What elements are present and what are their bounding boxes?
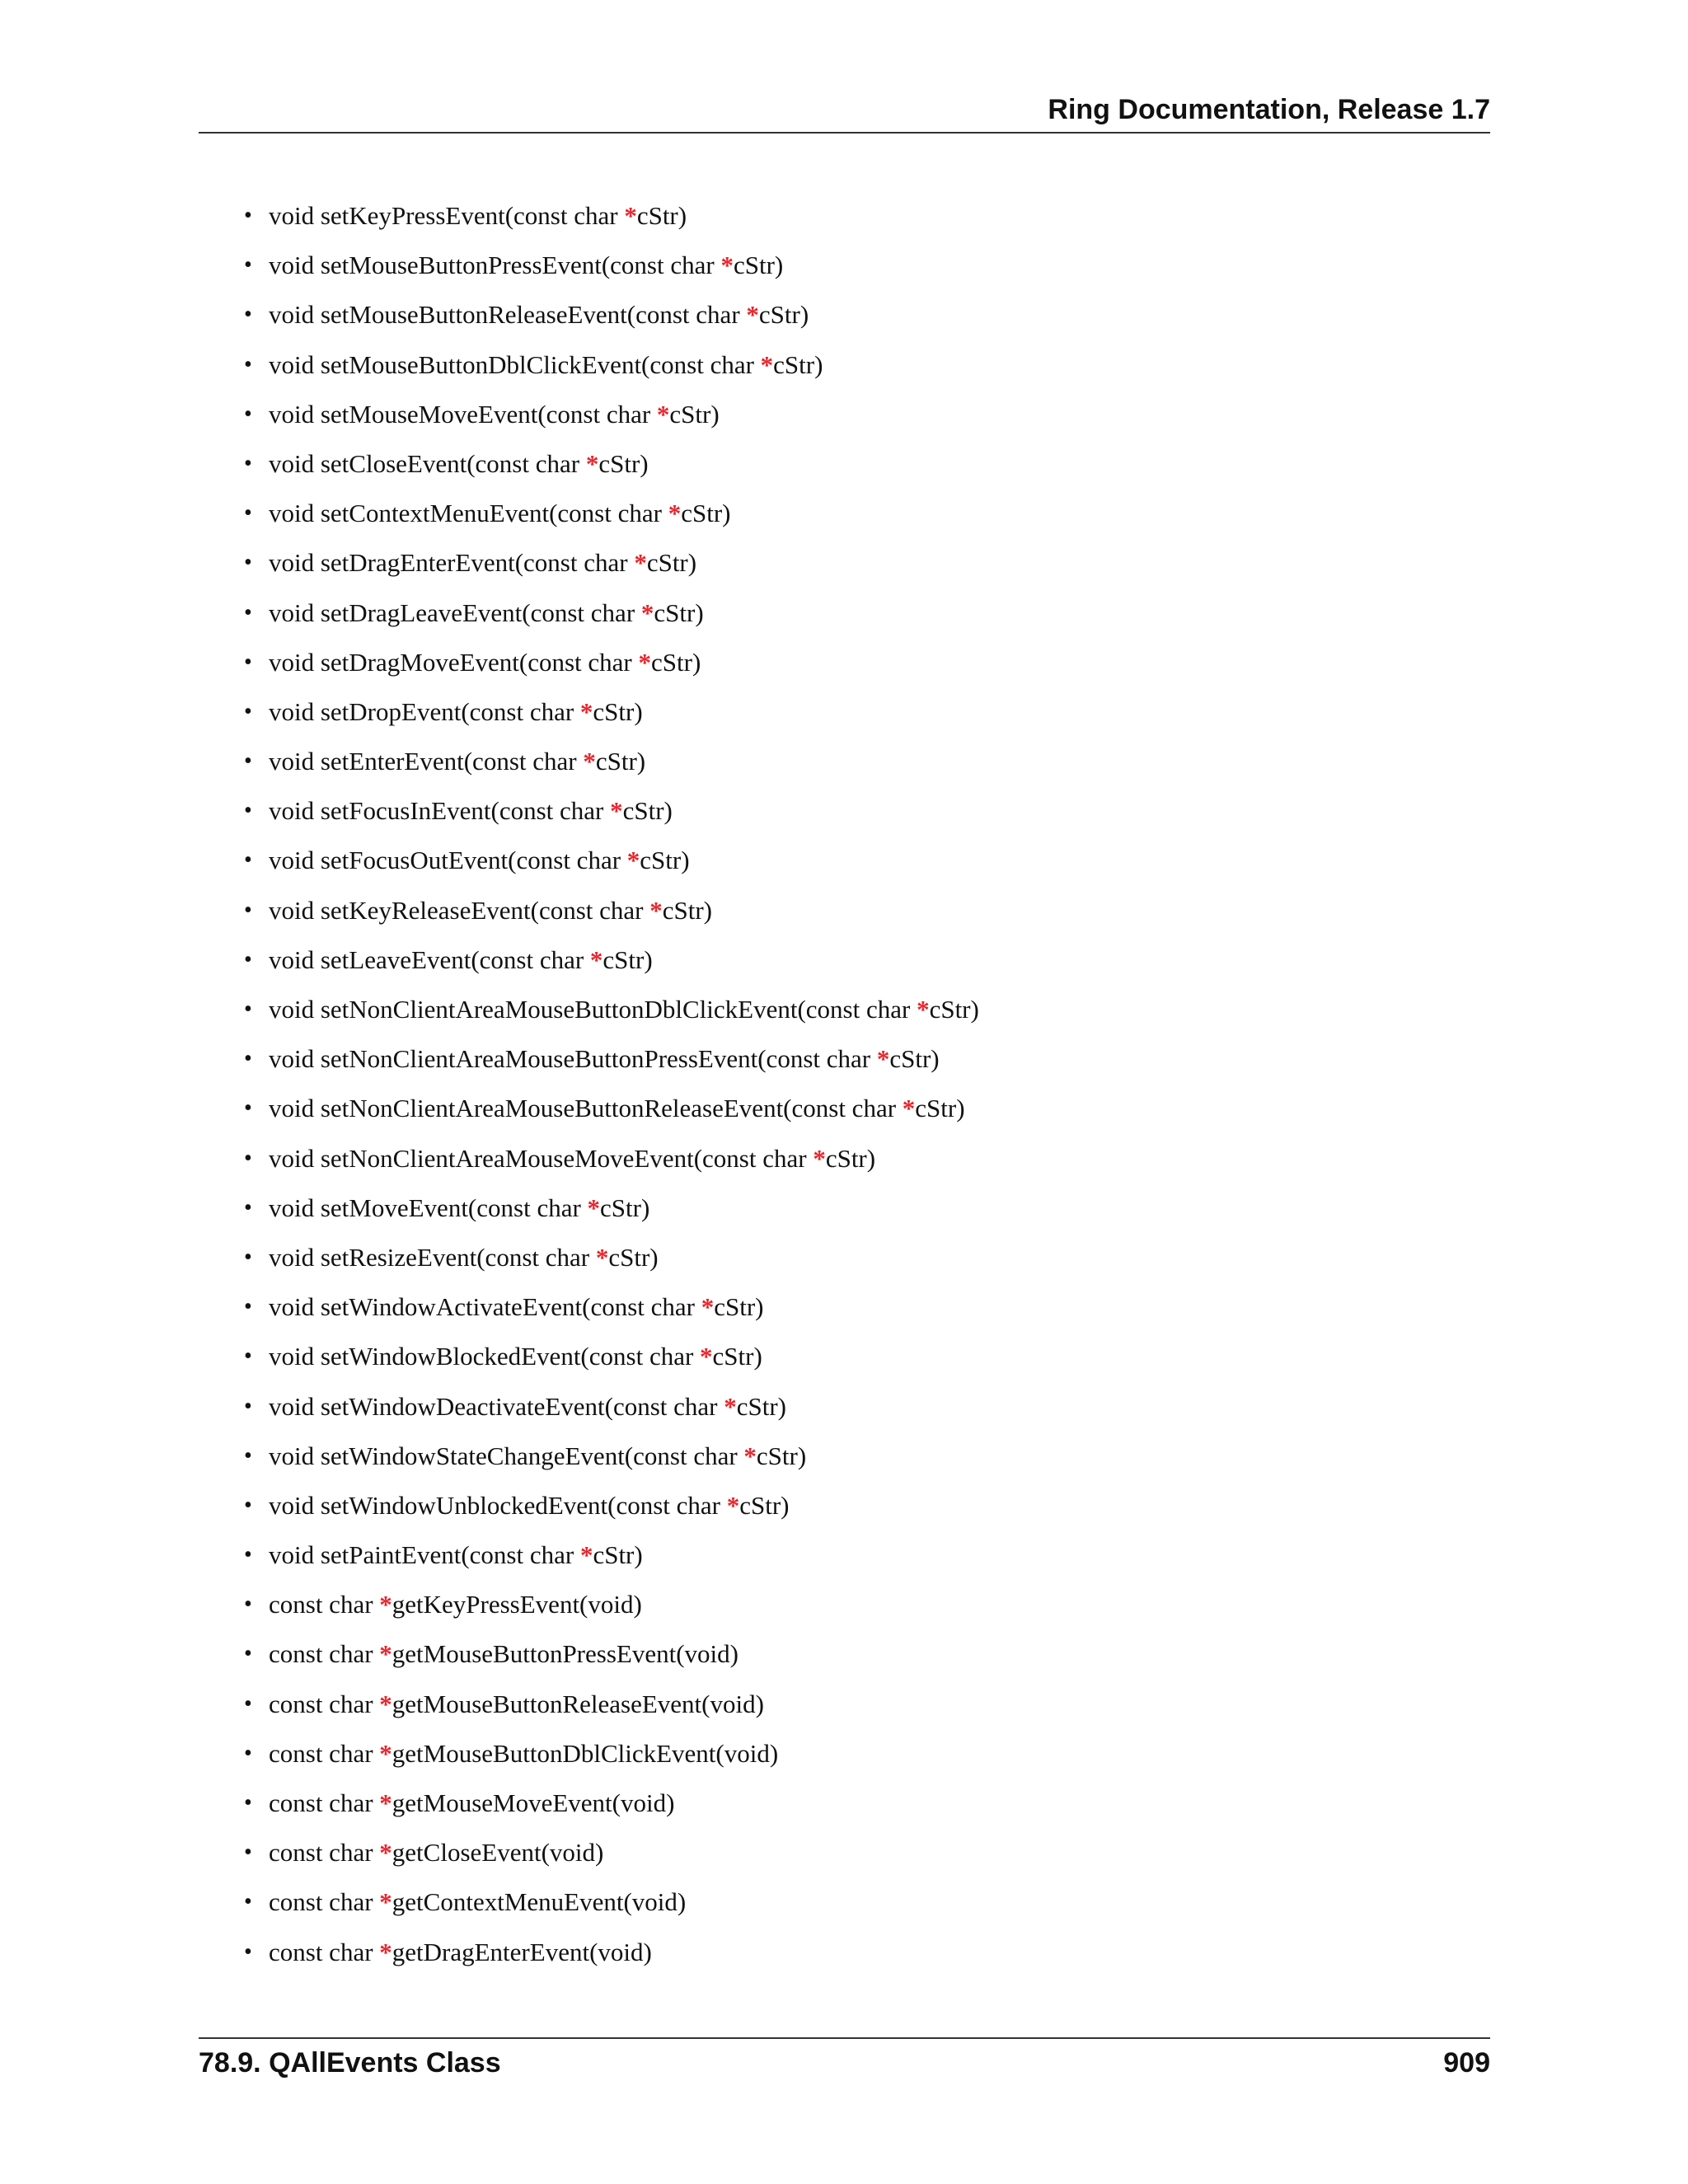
method-signature-end: cStr) xyxy=(773,349,823,379)
method-item xyxy=(244,839,979,888)
method-item xyxy=(244,244,979,293)
pointer-asterisk: * xyxy=(595,1242,609,1272)
method-signature-start: void setEnterEvent(const char xyxy=(269,747,584,776)
bullet-icon: • xyxy=(244,748,252,775)
bullet-icon: • xyxy=(244,698,252,724)
method-signature-start: void setWindowStateChangeEvent(const char xyxy=(269,1441,744,1470)
method-signature-end: cStr) xyxy=(733,251,784,280)
method-signature-start: const char xyxy=(269,1590,380,1619)
bullet-icon: • xyxy=(244,203,252,228)
pointer-asterisk: * xyxy=(379,1689,392,1718)
method-signature-start: void setFocusInEvent(const char xyxy=(269,796,611,826)
bullet-icon: • xyxy=(244,798,252,824)
method-item xyxy=(244,1484,979,1534)
method-signature-end: cStr) xyxy=(593,696,643,726)
pointer-asterisk: * xyxy=(379,1590,392,1619)
method-signature-start: void setMouseButtonPressEvent(const char xyxy=(269,251,721,280)
pointer-asterisk: * xyxy=(379,1887,392,1917)
method-signature-start: const char xyxy=(269,1887,380,1917)
pointer-asterisk: * xyxy=(379,1738,392,1768)
method-item xyxy=(244,194,979,244)
header-title: Ring Documentation, Release 1.7 xyxy=(1048,94,1490,125)
pointer-asterisk: * xyxy=(587,1193,601,1222)
pointer-asterisk: * xyxy=(668,499,682,528)
bullet-icon: • xyxy=(244,252,252,279)
method-item xyxy=(244,1881,979,1930)
bullet-icon: • xyxy=(244,897,252,923)
bullet-icon: • xyxy=(244,649,252,675)
bullet-icon: • xyxy=(244,1740,252,1766)
method-signature-start: void setNonClientAreaMouseButtonReleaseEvent(const char xyxy=(269,1094,903,1123)
method-signature-start: const char xyxy=(269,1689,380,1718)
bullet-icon: • xyxy=(244,1442,252,1469)
bullet-icon: • xyxy=(244,1790,252,1816)
pointer-asterisk: * xyxy=(379,1639,392,1669)
method-signature-start: void setFocusOutEvent(const char xyxy=(269,846,627,875)
method-signature-end: cStr) xyxy=(595,747,646,776)
method-signature-start: void setMouseButtonDblClickEvent(const char xyxy=(269,349,761,379)
method-signature-start: void setWindowActivateEvent(const char xyxy=(269,1292,701,1322)
bullet-icon: • xyxy=(244,1095,252,1122)
method-signature-start: void setMoveEvent(const char xyxy=(269,1193,588,1222)
method-signature-start: void setMouseMoveEvent(const char xyxy=(269,399,657,429)
bullet-icon: • xyxy=(244,302,252,328)
method-signature-start: void setContextMenuEvent(const char xyxy=(269,499,668,528)
method-signature-end: getMouseButtonDblClickEvent(void) xyxy=(392,1738,779,1768)
bullet-icon: • xyxy=(244,1938,252,1965)
method-item xyxy=(244,1831,979,1881)
method-signature-end: cStr) xyxy=(758,300,809,330)
method-signature-end: cStr) xyxy=(889,1044,940,1074)
pointer-asterisk: * xyxy=(379,1838,392,1868)
method-signature-end: cStr) xyxy=(598,448,649,478)
bullet-icon: • xyxy=(244,1889,252,1915)
method-list xyxy=(244,194,979,1980)
method-signature-end: cStr) xyxy=(608,1242,659,1272)
method-item xyxy=(244,1534,979,1583)
method-item xyxy=(244,1782,979,1831)
method-signature-end: cStr) xyxy=(681,499,731,528)
method-signature-end: cStr) xyxy=(622,796,673,826)
pointer-asterisk: * xyxy=(624,201,637,230)
pointer-asterisk: * xyxy=(917,995,930,1024)
bullet-icon: • xyxy=(244,1492,252,1518)
method-signature-end: cStr) xyxy=(603,944,653,974)
method-signature-start: void setDragEnterEvent(const char xyxy=(269,548,635,578)
method-signature-end: cStr) xyxy=(662,895,713,925)
method-item xyxy=(244,1236,979,1286)
method-item xyxy=(244,1385,979,1435)
pointer-asterisk: * xyxy=(656,399,670,429)
method-signature-start: void setKeyReleaseEvent(const char xyxy=(269,895,650,925)
pointer-asterisk: * xyxy=(720,251,734,280)
bullet-icon: • xyxy=(244,946,252,972)
bullet-icon: • xyxy=(244,500,252,527)
method-signature-start: void setDragLeaveEvent(const char xyxy=(269,598,641,627)
method-signature-end: cStr) xyxy=(756,1441,807,1470)
method-signature-start: void setKeyPressEvent(const char xyxy=(269,201,625,230)
method-item xyxy=(244,691,979,740)
pointer-asterisk: * xyxy=(579,1540,593,1570)
page-footer xyxy=(199,2037,1490,2088)
method-signature-start: void setWindowDeactivateEvent(const char xyxy=(269,1391,724,1421)
pointer-asterisk: * xyxy=(726,1490,740,1520)
method-item xyxy=(244,889,979,939)
method-signature-start: void setWindowUnblockedEvent(const char xyxy=(269,1490,727,1520)
bullet-icon: • xyxy=(244,1343,252,1370)
method-signature-start: void setMouseButtonReleaseEvent(const char xyxy=(269,300,747,330)
method-item xyxy=(244,1633,979,1682)
method-signature-end: getKeyPressEvent(void) xyxy=(392,1590,642,1619)
method-signature-end: cStr) xyxy=(640,846,690,875)
method-signature-end: cStr) xyxy=(654,598,704,627)
method-item xyxy=(244,790,979,839)
pointer-asterisk: * xyxy=(700,1342,713,1371)
method-signature-end: getMouseMoveEvent(void) xyxy=(392,1788,675,1817)
method-signature-end: cStr) xyxy=(646,548,697,578)
method-signature-start: void setWindowBlockedEvent(const char xyxy=(269,1342,701,1371)
method-signature-start: void setPaintEvent(const char xyxy=(269,1540,580,1570)
bullet-icon: • xyxy=(244,847,252,874)
method-signature-end: cStr) xyxy=(736,1391,787,1421)
bullet-icon: • xyxy=(244,1591,252,1618)
method-signature-end: cStr) xyxy=(714,1292,764,1322)
bullet-icon: • xyxy=(244,401,252,427)
pointer-asterisk: * xyxy=(649,895,663,925)
method-signature-start: void setNonClientAreaMouseMoveEvent(const char xyxy=(269,1143,814,1173)
pointer-asterisk: * xyxy=(902,1094,916,1123)
method-item xyxy=(244,939,979,988)
bullet-icon: • xyxy=(244,1393,252,1419)
method-item xyxy=(244,344,979,393)
method-item xyxy=(244,393,979,443)
method-item xyxy=(244,1038,979,1087)
method-signature-end: cStr) xyxy=(929,995,979,1024)
pointer-asterisk: * xyxy=(724,1391,737,1421)
method-signature-start: const char xyxy=(269,1738,380,1768)
method-item xyxy=(244,541,979,591)
method-signature-start: const char xyxy=(269,1639,380,1669)
bullet-icon: • xyxy=(244,1840,252,1866)
pointer-asterisk: * xyxy=(379,1788,392,1817)
bullet-icon: • xyxy=(244,599,252,626)
method-signature-end: getMouseButtonReleaseEvent(void) xyxy=(392,1689,764,1718)
method-signature-end: cStr) xyxy=(636,201,687,230)
footer-section-title: 78.9. QAllEvents Class xyxy=(199,2047,501,2079)
method-item xyxy=(244,1087,979,1137)
method-item xyxy=(244,1335,979,1385)
method-item xyxy=(244,988,979,1038)
method-signature-end: cStr) xyxy=(825,1143,876,1173)
pointer-asterisk: * xyxy=(585,448,599,478)
page-number: 909 xyxy=(1443,2047,1490,2079)
method-signature-end: cStr) xyxy=(915,1094,965,1123)
method-signature-end: getCloseEvent(void) xyxy=(392,1838,604,1868)
method-signature-start: void setLeaveEvent(const char xyxy=(269,944,590,974)
method-signature-start: void setNonClientAreaMouseButtonDblClickEvent(const char xyxy=(269,995,917,1024)
method-item xyxy=(244,1435,979,1484)
bullet-icon: • xyxy=(244,1542,252,1568)
pointer-asterisk: * xyxy=(589,944,603,974)
method-signature-end: cStr) xyxy=(593,1540,643,1570)
bullet-icon: • xyxy=(244,996,252,1022)
pointer-asterisk: * xyxy=(640,598,654,627)
pointer-asterisk: * xyxy=(876,1044,890,1074)
bullet-icon: • xyxy=(244,450,252,476)
page-header xyxy=(199,91,1490,134)
pointer-asterisk: * xyxy=(626,846,640,875)
bullet-icon: • xyxy=(244,351,252,377)
method-signature-end: cStr) xyxy=(600,1193,650,1222)
method-signature-start: const char xyxy=(269,1838,380,1868)
bullet-icon: • xyxy=(244,1145,252,1171)
pointer-asterisk: * xyxy=(746,300,759,330)
bullet-icon: • xyxy=(244,1641,252,1667)
method-item xyxy=(244,592,979,641)
method-signature-end: cStr) xyxy=(739,1490,790,1520)
pointer-asterisk: * xyxy=(701,1292,715,1322)
bullet-icon: • xyxy=(244,1244,252,1270)
pointer-asterisk: * xyxy=(638,647,652,677)
method-signature-end: getDragEnterEvent(void) xyxy=(392,1937,652,1966)
method-signature-end: cStr) xyxy=(669,399,720,429)
method-item xyxy=(244,1286,979,1335)
pointer-asterisk: * xyxy=(760,349,774,379)
pointer-asterisk: * xyxy=(634,548,647,578)
method-signature-end: getContextMenuEvent(void) xyxy=(392,1887,687,1917)
method-item xyxy=(244,740,979,790)
bullet-icon: • xyxy=(244,1194,252,1221)
method-item xyxy=(244,1137,979,1187)
method-signature-end: getMouseButtonPressEvent(void) xyxy=(392,1639,738,1669)
bullet-icon: • xyxy=(244,1046,252,1072)
method-item xyxy=(244,1187,979,1236)
method-item xyxy=(244,1683,979,1732)
bullet-icon: • xyxy=(244,550,252,576)
method-signature-start: const char xyxy=(269,1788,380,1817)
method-item xyxy=(244,293,979,343)
pointer-asterisk: * xyxy=(813,1143,826,1173)
method-item xyxy=(244,443,979,492)
method-item xyxy=(244,1583,979,1633)
method-item xyxy=(244,1732,979,1782)
method-signature-start: void setResizeEvent(const char xyxy=(269,1242,596,1272)
method-signature-end: cStr) xyxy=(651,647,701,677)
method-signature-start: void setDragMoveEvent(const char xyxy=(269,647,639,677)
method-item xyxy=(244,641,979,691)
method-signature-start: const char xyxy=(269,1937,380,1966)
pointer-asterisk: * xyxy=(583,747,596,776)
method-signature-start: void setNonClientAreaMouseButtonPressEvent(const char xyxy=(269,1044,877,1074)
pointer-asterisk: * xyxy=(379,1937,392,1966)
pointer-asterisk: * xyxy=(743,1441,757,1470)
method-signature-end: cStr) xyxy=(712,1342,762,1371)
bullet-icon: • xyxy=(244,1294,252,1320)
method-item xyxy=(244,492,979,541)
method-item xyxy=(244,1931,979,1980)
pointer-asterisk: * xyxy=(610,796,623,826)
pointer-asterisk: * xyxy=(579,696,593,726)
method-signature-start: void setDropEvent(const char xyxy=(269,696,580,726)
method-signature-start: void setCloseEvent(const char xyxy=(269,448,586,478)
bullet-icon: • xyxy=(244,1690,252,1717)
